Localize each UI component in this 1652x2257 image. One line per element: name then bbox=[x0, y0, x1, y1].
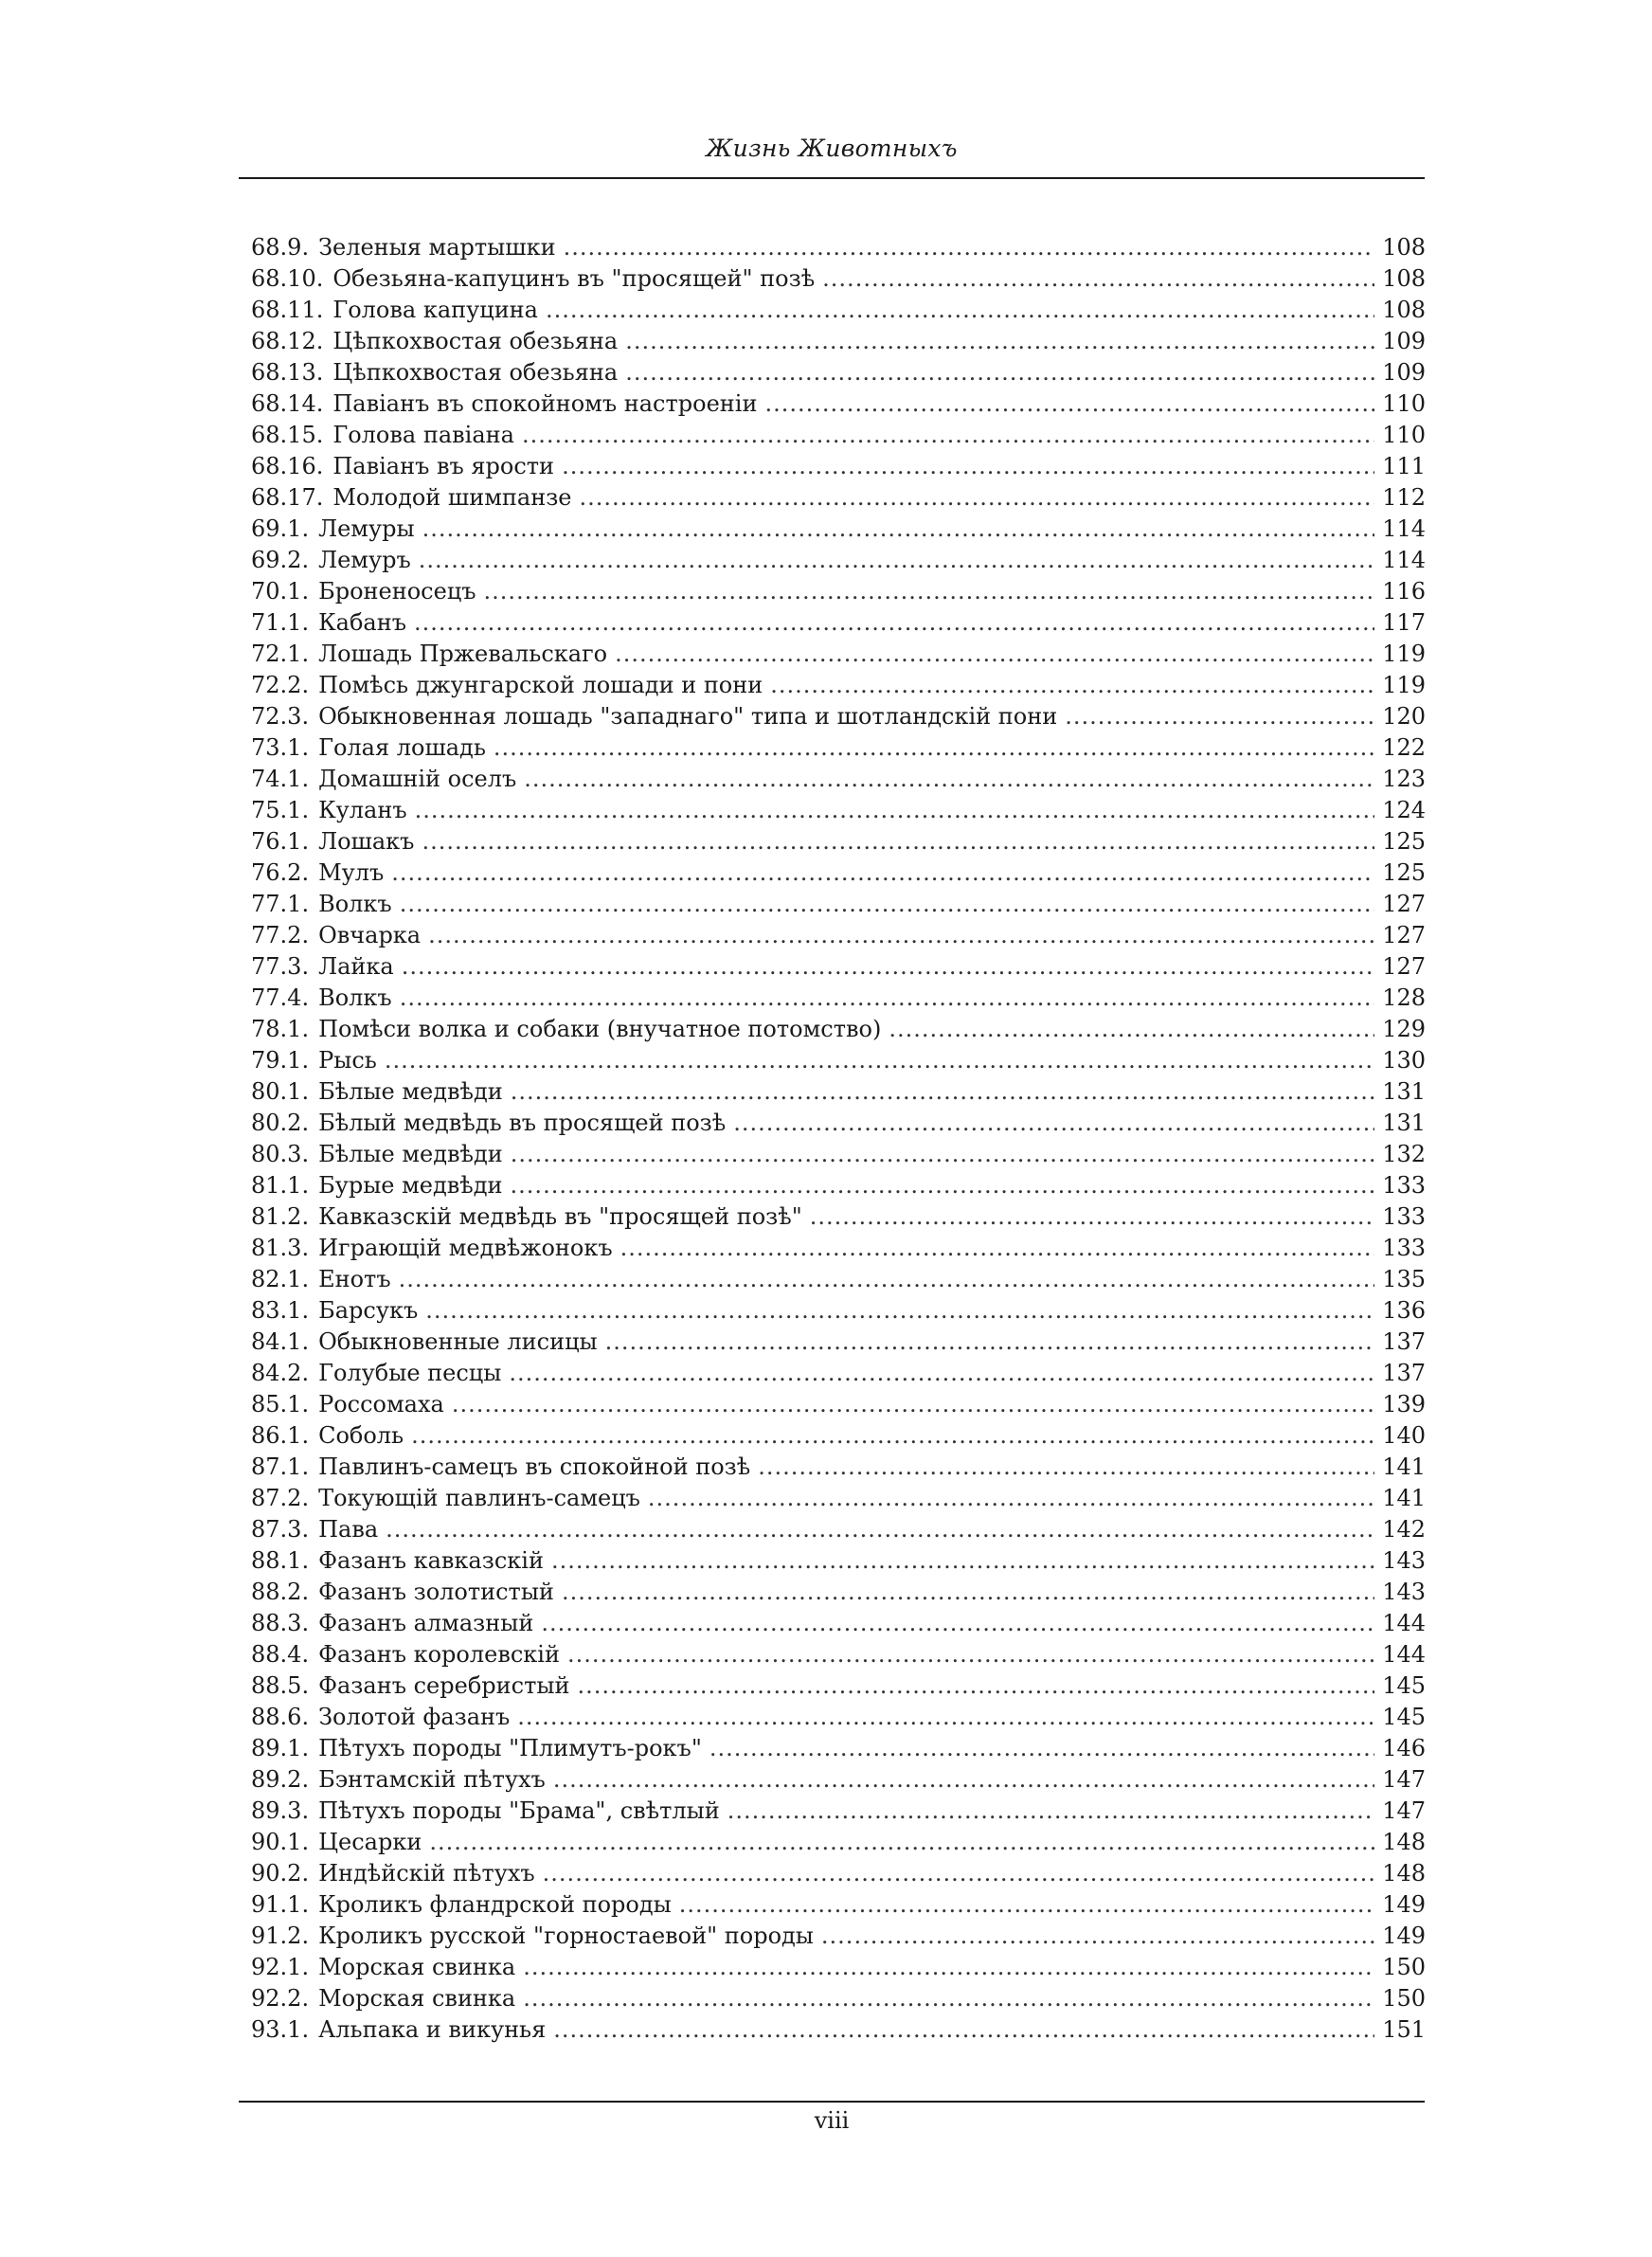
dot-leader bbox=[770, 670, 1374, 701]
dot-leader bbox=[579, 482, 1374, 514]
page-number: viii bbox=[814, 2107, 850, 2134]
dot-leader bbox=[764, 388, 1374, 420]
toc-entry-title: Альпака и викунья bbox=[318, 2016, 547, 2043]
toc-entry-page: 133 bbox=[1382, 1203, 1426, 1230]
toc-entry-page: 137 bbox=[1382, 1360, 1426, 1386]
dot-leader bbox=[577, 1670, 1374, 1702]
toc-entry-number: 88.4. bbox=[251, 1641, 310, 1668]
toc-entry-number: 74.1. bbox=[251, 766, 310, 792]
dot-leader bbox=[422, 514, 1375, 545]
toc-entry-number: 89.3. bbox=[251, 1797, 310, 1824]
footer-rule bbox=[239, 2101, 1425, 2103]
toc-entry-page: 114 bbox=[1382, 547, 1426, 573]
toc-entry-page: 148 bbox=[1382, 1829, 1426, 1855]
dot-leader bbox=[810, 1201, 1374, 1233]
toc-entry bbox=[251, 607, 1426, 639]
dot-leader bbox=[386, 1514, 1374, 1545]
toc-entry-title: Бѣлые медвѣди bbox=[318, 1141, 503, 1167]
toc-entry-number: 68.17. bbox=[251, 484, 324, 511]
toc-entry-title: Кроликъ русской "горностаевой" породы bbox=[318, 1923, 814, 1949]
toc-entry-title: Бэнтамскій пѣтухъ bbox=[318, 1766, 546, 1793]
toc-entry-title: Помѣси волка и собаки (внучатное потомство) bbox=[318, 1016, 882, 1042]
toc-entry-title: Кабанъ bbox=[318, 609, 406, 636]
toc-entry bbox=[251, 1983, 1426, 2014]
toc-entry-number: 88.2. bbox=[251, 1579, 310, 1605]
toc-entry-page: 110 bbox=[1382, 390, 1426, 417]
dot-leader bbox=[511, 1076, 1374, 1108]
toc-entry-number: 84.2. bbox=[251, 1360, 310, 1386]
toc-entry-number: 77.2. bbox=[251, 922, 310, 948]
toc-entry-title: Кроликъ фландрской породы bbox=[318, 1891, 672, 1918]
toc-entry-page: 147 bbox=[1382, 1766, 1426, 1793]
toc-entry-title: Золотой фазанъ bbox=[318, 1704, 511, 1730]
dot-leader bbox=[615, 639, 1374, 670]
dot-leader bbox=[758, 1452, 1374, 1483]
toc-entry bbox=[251, 670, 1426, 701]
toc-entry-number: 90.1. bbox=[251, 1829, 310, 1855]
dot-leader bbox=[511, 1139, 1374, 1170]
toc-entry-number: 72.1. bbox=[251, 641, 310, 667]
toc-entry-title: Куланъ bbox=[318, 797, 407, 823]
toc-entry-number: 72.3. bbox=[251, 703, 310, 730]
toc-entry-number: 69.2. bbox=[251, 547, 310, 573]
toc-entry-title: Цѣпкохвостая обезьяна bbox=[332, 359, 619, 386]
toc-entry bbox=[251, 1827, 1426, 1858]
toc-entry-page: 120 bbox=[1382, 703, 1426, 730]
toc-entry-title: Лемуры bbox=[318, 515, 415, 542]
toc-entry-number: 79.1. bbox=[251, 1047, 310, 1074]
toc-entry-title: Морская свинка bbox=[318, 1985, 516, 2012]
toc-entry-title: Овчарка bbox=[318, 922, 422, 948]
toc-entry bbox=[251, 1327, 1426, 1358]
toc-entry bbox=[251, 1014, 1426, 1045]
toc-entry bbox=[251, 1670, 1426, 1702]
toc-entry-title: Бурые медвѣди bbox=[318, 1172, 503, 1199]
dot-leader bbox=[553, 2014, 1374, 2046]
toc-entry bbox=[251, 514, 1426, 545]
dot-leader bbox=[511, 1170, 1375, 1201]
toc-entry-page: 142 bbox=[1382, 1516, 1426, 1543]
dot-leader bbox=[429, 1827, 1374, 1858]
toc-entry bbox=[251, 295, 1426, 326]
dot-leader bbox=[551, 1545, 1374, 1577]
toc-entry bbox=[251, 1858, 1426, 1889]
toc-entry-title: Рысь bbox=[318, 1047, 377, 1074]
toc-entry-title: Лошадь Пржевальскаго bbox=[318, 641, 608, 667]
running-header: Жизнь Животныхъ bbox=[706, 135, 958, 162]
toc-entry-title: Цѣпкохвостая обезьяна bbox=[332, 328, 619, 354]
toc-entry-title: Бѣлые медвѣди bbox=[318, 1078, 503, 1105]
toc-entry-number: 81.3. bbox=[251, 1235, 310, 1261]
toc-entry-number: 80.2. bbox=[251, 1110, 310, 1136]
dot-leader bbox=[605, 1327, 1375, 1358]
toc-entry-number: 87.2. bbox=[251, 1485, 310, 1511]
toc-entry-title: Обезьяна-капуцинъ въ "просящей" позѣ bbox=[332, 265, 816, 292]
header-rule bbox=[239, 177, 1425, 179]
toc-entry-number: 85.1. bbox=[251, 1391, 310, 1417]
toc-entry-number: 68.16. bbox=[251, 453, 324, 479]
toc-entry bbox=[251, 983, 1426, 1014]
dot-leader bbox=[564, 232, 1375, 263]
toc-entry-title: Фазанъ королевскій bbox=[318, 1641, 560, 1668]
toc-entry-title: Лайка bbox=[318, 953, 394, 980]
toc-entry-title: Токующій павлинъ-самецъ bbox=[318, 1485, 640, 1511]
toc-entry-number: 81.1. bbox=[251, 1172, 310, 1199]
toc-entry-page: 108 bbox=[1382, 234, 1426, 261]
dot-leader bbox=[419, 545, 1374, 576]
dot-leader bbox=[414, 607, 1374, 639]
toc-entry-page: 145 bbox=[1382, 1672, 1426, 1699]
toc-entry-page: 125 bbox=[1382, 859, 1426, 886]
toc-entry bbox=[251, 1514, 1426, 1545]
toc-entry-title: Енотъ bbox=[318, 1266, 391, 1292]
toc-entry-page: 131 bbox=[1382, 1110, 1426, 1136]
toc-entry-title: Индѣйскій пѣтухъ bbox=[318, 1860, 535, 1887]
toc-entry-page: 133 bbox=[1382, 1235, 1426, 1261]
toc-entry-number: 76.2. bbox=[251, 859, 310, 886]
dot-leader bbox=[425, 1295, 1374, 1327]
toc-entry bbox=[251, 2014, 1426, 2046]
toc-entry bbox=[251, 1483, 1426, 1514]
dot-leader bbox=[541, 1608, 1374, 1639]
dot-leader bbox=[625, 357, 1374, 388]
toc-entry-number: 68.9. bbox=[251, 234, 310, 261]
toc-entry-number: 89.1. bbox=[251, 1735, 310, 1761]
dot-leader bbox=[399, 1264, 1375, 1295]
toc-entry-number: 81.2. bbox=[251, 1203, 310, 1230]
dot-leader bbox=[562, 451, 1374, 482]
toc-entry-title: Фазанъ алмазный bbox=[318, 1610, 534, 1636]
toc-entry-number: 68.14. bbox=[251, 390, 324, 417]
toc-entry-page: 125 bbox=[1382, 828, 1426, 855]
toc-entry-title: Павіанъ въ спокойномъ настроеніи bbox=[332, 390, 758, 417]
toc-entry-title: Зеленыя мартышки bbox=[318, 234, 556, 261]
toc-entry-title: Барсукъ bbox=[318, 1297, 419, 1324]
dot-leader bbox=[400, 889, 1375, 920]
toc-entry bbox=[251, 1045, 1426, 1076]
toc-entry bbox=[251, 232, 1426, 263]
toc-entry-page: 116 bbox=[1382, 578, 1426, 605]
toc-entry-number: 80.1. bbox=[251, 1078, 310, 1105]
toc-entry-page: 144 bbox=[1382, 1641, 1426, 1668]
toc-entry bbox=[251, 1608, 1426, 1639]
dot-leader bbox=[679, 1889, 1374, 1921]
dot-leader bbox=[428, 920, 1374, 951]
toc-entry bbox=[251, 1952, 1426, 1983]
toc-entry bbox=[251, 1170, 1426, 1201]
toc-entry bbox=[251, 1233, 1426, 1264]
toc-entry-number: 88.6. bbox=[251, 1704, 310, 1730]
toc-entry-page: 110 bbox=[1382, 422, 1426, 448]
dot-leader bbox=[553, 1764, 1374, 1796]
toc-entry-number: 77.3. bbox=[251, 953, 310, 980]
toc-entry-number: 69.1. bbox=[251, 515, 310, 542]
toc-entry-title: Морская свинка bbox=[318, 1954, 516, 1980]
dot-leader bbox=[567, 1639, 1374, 1670]
toc-entry-title: Цесарки bbox=[318, 1829, 422, 1855]
toc-entry-number: 77.1. bbox=[251, 891, 310, 917]
toc-entry-number: 73.1. bbox=[251, 734, 310, 761]
toc-entry-page: 141 bbox=[1382, 1485, 1426, 1511]
dot-leader bbox=[391, 858, 1374, 889]
toc-entry bbox=[251, 1545, 1426, 1577]
toc-entry-page: 124 bbox=[1382, 797, 1426, 823]
toc-entry bbox=[251, 1921, 1426, 1952]
toc-entry bbox=[251, 1702, 1426, 1733]
toc-entry-page: 119 bbox=[1382, 672, 1426, 698]
toc-entry bbox=[251, 951, 1426, 983]
toc-entry-title: Лошакъ bbox=[318, 828, 415, 855]
toc-entry-page: 145 bbox=[1382, 1704, 1426, 1730]
dot-leader bbox=[494, 732, 1374, 764]
toc-entry bbox=[251, 920, 1426, 951]
toc-entry-title: Пава bbox=[318, 1516, 379, 1543]
dot-leader bbox=[889, 1014, 1374, 1045]
toc-entry-page: 122 bbox=[1382, 734, 1426, 761]
toc-entry-title: Голая лошадь bbox=[318, 734, 486, 761]
toc-entry-number: 87.3. bbox=[251, 1516, 310, 1543]
toc-entry-title: Фазанъ серебристый bbox=[318, 1672, 570, 1699]
toc-entry-page: 133 bbox=[1382, 1172, 1426, 1199]
toc-entry bbox=[251, 1295, 1426, 1327]
dot-leader bbox=[523, 1952, 1374, 1983]
toc-entry-number: 83.1. bbox=[251, 1297, 310, 1324]
toc-entry-number: 93.1. bbox=[251, 2016, 310, 2043]
toc-entry-number: 88.3. bbox=[251, 1610, 310, 1636]
toc-entry bbox=[251, 1358, 1426, 1389]
toc-entry-number: 68.11. bbox=[251, 297, 324, 323]
toc-entry bbox=[251, 1108, 1426, 1139]
toc-entry-page: 149 bbox=[1382, 1923, 1426, 1949]
toc-entry bbox=[251, 1889, 1426, 1921]
toc-entry-number: 91.2. bbox=[251, 1923, 310, 1949]
dot-leader bbox=[415, 795, 1375, 826]
toc-entry-number: 68.13. bbox=[251, 359, 324, 386]
toc-entry-number: 88.1. bbox=[251, 1547, 310, 1574]
toc-entry-title: Фазанъ золотистый bbox=[318, 1579, 554, 1605]
toc-entry bbox=[251, 732, 1426, 764]
toc-entry-page: 112 bbox=[1382, 484, 1426, 511]
toc-entry bbox=[251, 1796, 1426, 1827]
toc-entry-title: Пѣтухъ породы "Плимутъ-рокъ" bbox=[318, 1735, 702, 1761]
toc-entry-number: 68.15. bbox=[251, 422, 324, 448]
toc-entry-page: 132 bbox=[1382, 1141, 1426, 1167]
toc-entry-page: 136 bbox=[1382, 1297, 1426, 1324]
dot-leader bbox=[1065, 701, 1374, 732]
toc-entry-page: 135 bbox=[1382, 1266, 1426, 1292]
dot-leader bbox=[620, 1233, 1375, 1264]
toc-entry-number: 77.4. bbox=[251, 984, 310, 1011]
toc-entry bbox=[251, 482, 1426, 514]
toc-entry bbox=[251, 451, 1426, 482]
toc-entry-number: 87.1. bbox=[251, 1454, 310, 1480]
toc-entry bbox=[251, 1076, 1426, 1108]
toc-entry-title: Броненосецъ bbox=[318, 578, 476, 605]
toc-entry-page: 127 bbox=[1382, 922, 1426, 948]
toc-entry bbox=[251, 1764, 1426, 1796]
toc-entry-title: Бѣлый медвѣдь въ просящей позѣ bbox=[318, 1110, 727, 1136]
toc-entry-page: 151 bbox=[1382, 2016, 1426, 2043]
toc-entry-page: 143 bbox=[1382, 1547, 1426, 1574]
toc-entry-page: 140 bbox=[1382, 1422, 1426, 1449]
dot-leader bbox=[822, 263, 1374, 295]
toc-entry-title: Волкъ bbox=[318, 891, 392, 917]
toc-entry-number: 76.1. bbox=[251, 828, 310, 855]
toc-entry-number: 70.1. bbox=[251, 578, 310, 605]
toc-entry bbox=[251, 420, 1426, 451]
toc-entry-title: Голубые песцы bbox=[318, 1360, 502, 1386]
dot-leader bbox=[400, 983, 1375, 1014]
toc-entry-page: 137 bbox=[1382, 1328, 1426, 1355]
table-of-contents bbox=[251, 232, 1426, 2046]
toc-entry-title: Лемуръ bbox=[318, 547, 411, 573]
dot-leader bbox=[727, 1796, 1374, 1827]
toc-entry-page: 143 bbox=[1382, 1579, 1426, 1605]
toc-entry bbox=[251, 701, 1426, 732]
toc-entry-page: 128 bbox=[1382, 984, 1426, 1011]
toc-entry bbox=[251, 1264, 1426, 1295]
toc-entry bbox=[251, 1577, 1426, 1608]
dot-leader bbox=[546, 295, 1374, 326]
toc-entry-title: Пѣтухъ породы "Брама", свѣтлый bbox=[318, 1797, 720, 1824]
toc-entry bbox=[251, 1420, 1426, 1452]
toc-entry-page: 119 bbox=[1382, 641, 1426, 667]
dot-leader bbox=[484, 576, 1375, 607]
toc-entry-title: Кавказскій медвѣдь въ "просящей позѣ" bbox=[318, 1203, 802, 1230]
toc-entry-title: Голова капуцина bbox=[332, 297, 538, 323]
toc-entry bbox=[251, 826, 1426, 858]
toc-entry bbox=[251, 263, 1426, 295]
toc-entry-page: 146 bbox=[1382, 1735, 1426, 1761]
toc-entry-page: 109 bbox=[1382, 328, 1426, 354]
toc-entry-page: 148 bbox=[1382, 1860, 1426, 1887]
toc-entry-number: 72.2. bbox=[251, 672, 310, 698]
toc-entry-title: Играющій медвѣжонокъ bbox=[318, 1235, 613, 1261]
toc-entry bbox=[251, 1452, 1426, 1483]
dot-leader bbox=[422, 826, 1374, 858]
toc-entry-title: Фазанъ кавказскій bbox=[318, 1547, 544, 1574]
toc-entry bbox=[251, 889, 1426, 920]
toc-entry-page: 108 bbox=[1382, 265, 1426, 292]
toc-entry-title: Волкъ bbox=[318, 984, 392, 1011]
toc-entry-title: Павіанъ въ ярости bbox=[332, 453, 555, 479]
toc-entry-title: Мулъ bbox=[318, 859, 385, 886]
dot-leader bbox=[517, 1702, 1374, 1733]
toc-entry-number: 80.3. bbox=[251, 1141, 310, 1167]
toc-entry bbox=[251, 795, 1426, 826]
toc-entry-number: 89.2. bbox=[251, 1766, 310, 1793]
toc-entry-page: 127 bbox=[1382, 891, 1426, 917]
dot-leader bbox=[562, 1577, 1374, 1608]
toc-entry-number: 91.1. bbox=[251, 1891, 310, 1918]
dot-leader bbox=[733, 1108, 1374, 1139]
dot-leader bbox=[709, 1733, 1374, 1764]
dot-leader bbox=[625, 326, 1374, 357]
toc-entry-page: 139 bbox=[1382, 1391, 1426, 1417]
toc-entry-page: 131 bbox=[1382, 1078, 1426, 1105]
toc-entry-number: 75.1. bbox=[251, 797, 310, 823]
toc-entry bbox=[251, 357, 1426, 388]
toc-entry bbox=[251, 576, 1426, 607]
dot-leader bbox=[543, 1858, 1375, 1889]
toc-entry-page: 129 bbox=[1382, 1016, 1426, 1042]
toc-entry-page: 127 bbox=[1382, 953, 1426, 980]
toc-entry-number: 90.2. bbox=[251, 1860, 310, 1887]
toc-entry-page: 108 bbox=[1382, 297, 1426, 323]
toc-entry-page: 123 bbox=[1382, 766, 1426, 792]
toc-entry bbox=[251, 1389, 1426, 1420]
toc-entry-number: 84.1. bbox=[251, 1328, 310, 1355]
dot-leader bbox=[452, 1389, 1374, 1420]
dot-leader bbox=[411, 1420, 1374, 1452]
toc-entry bbox=[251, 388, 1426, 420]
toc-entry-number: 92.2. bbox=[251, 1985, 310, 2012]
toc-entry-title: Молодой шимпанзе bbox=[332, 484, 572, 511]
dot-leader bbox=[523, 1983, 1374, 2014]
toc-entry-number: 68.10. bbox=[251, 265, 324, 292]
toc-entry bbox=[251, 1639, 1426, 1670]
dot-leader bbox=[402, 951, 1374, 983]
dot-leader bbox=[522, 420, 1374, 451]
toc-entry-title: Павлинъ-самецъ въ спокойной позѣ bbox=[318, 1454, 751, 1480]
toc-entry-page: 111 bbox=[1382, 453, 1426, 479]
toc-entry bbox=[251, 1139, 1426, 1170]
toc-entry-title: Соболь bbox=[318, 1422, 404, 1449]
toc-entry-page: 114 bbox=[1382, 515, 1426, 542]
dot-leader bbox=[509, 1358, 1374, 1389]
toc-entry-title: Обыкновенная лошадь "западнаго" типа и шотландскій пони bbox=[318, 703, 1058, 730]
toc-entry-number: 92.1. bbox=[251, 1954, 310, 1980]
toc-entry bbox=[251, 764, 1426, 795]
toc-entry-title: Домашній оселъ bbox=[318, 766, 517, 792]
toc-entry-page: 117 bbox=[1382, 609, 1426, 636]
toc-entry-page: 150 bbox=[1382, 1985, 1426, 2012]
toc-entry-number: 78.1. bbox=[251, 1016, 310, 1042]
toc-entry-title: Обыкновенные лисицы bbox=[318, 1328, 598, 1355]
toc-entry bbox=[251, 545, 1426, 576]
toc-entry-page: 144 bbox=[1382, 1610, 1426, 1636]
toc-entry-page: 147 bbox=[1382, 1797, 1426, 1824]
toc-entry-page: 141 bbox=[1382, 1454, 1426, 1480]
toc-entry-title: Голова павіана bbox=[332, 422, 514, 448]
dot-leader bbox=[821, 1921, 1374, 1952]
toc-entry-number: 68.12. bbox=[251, 328, 324, 354]
dot-leader bbox=[524, 764, 1374, 795]
toc-entry bbox=[251, 858, 1426, 889]
toc-entry-page: 109 bbox=[1382, 359, 1426, 386]
toc-entry-number: 86.1. bbox=[251, 1422, 310, 1449]
toc-entry-page: 150 bbox=[1382, 1954, 1426, 1980]
toc-entry-number: 71.1. bbox=[251, 609, 310, 636]
toc-entry bbox=[251, 1733, 1426, 1764]
toc-entry bbox=[251, 326, 1426, 357]
toc-entry-title: Помѣсь джунгарской лошади и пони bbox=[318, 672, 763, 698]
toc-entry-title: Россомаха bbox=[318, 1391, 444, 1417]
dot-leader bbox=[385, 1045, 1374, 1076]
toc-entry bbox=[251, 639, 1426, 670]
dot-leader bbox=[648, 1483, 1374, 1514]
toc-entry-page: 149 bbox=[1382, 1891, 1426, 1918]
toc-entry-number: 88.5. bbox=[251, 1672, 310, 1699]
toc-entry-number: 82.1. bbox=[251, 1266, 310, 1292]
toc-entry-page: 130 bbox=[1382, 1047, 1426, 1074]
toc-entry bbox=[251, 1201, 1426, 1233]
